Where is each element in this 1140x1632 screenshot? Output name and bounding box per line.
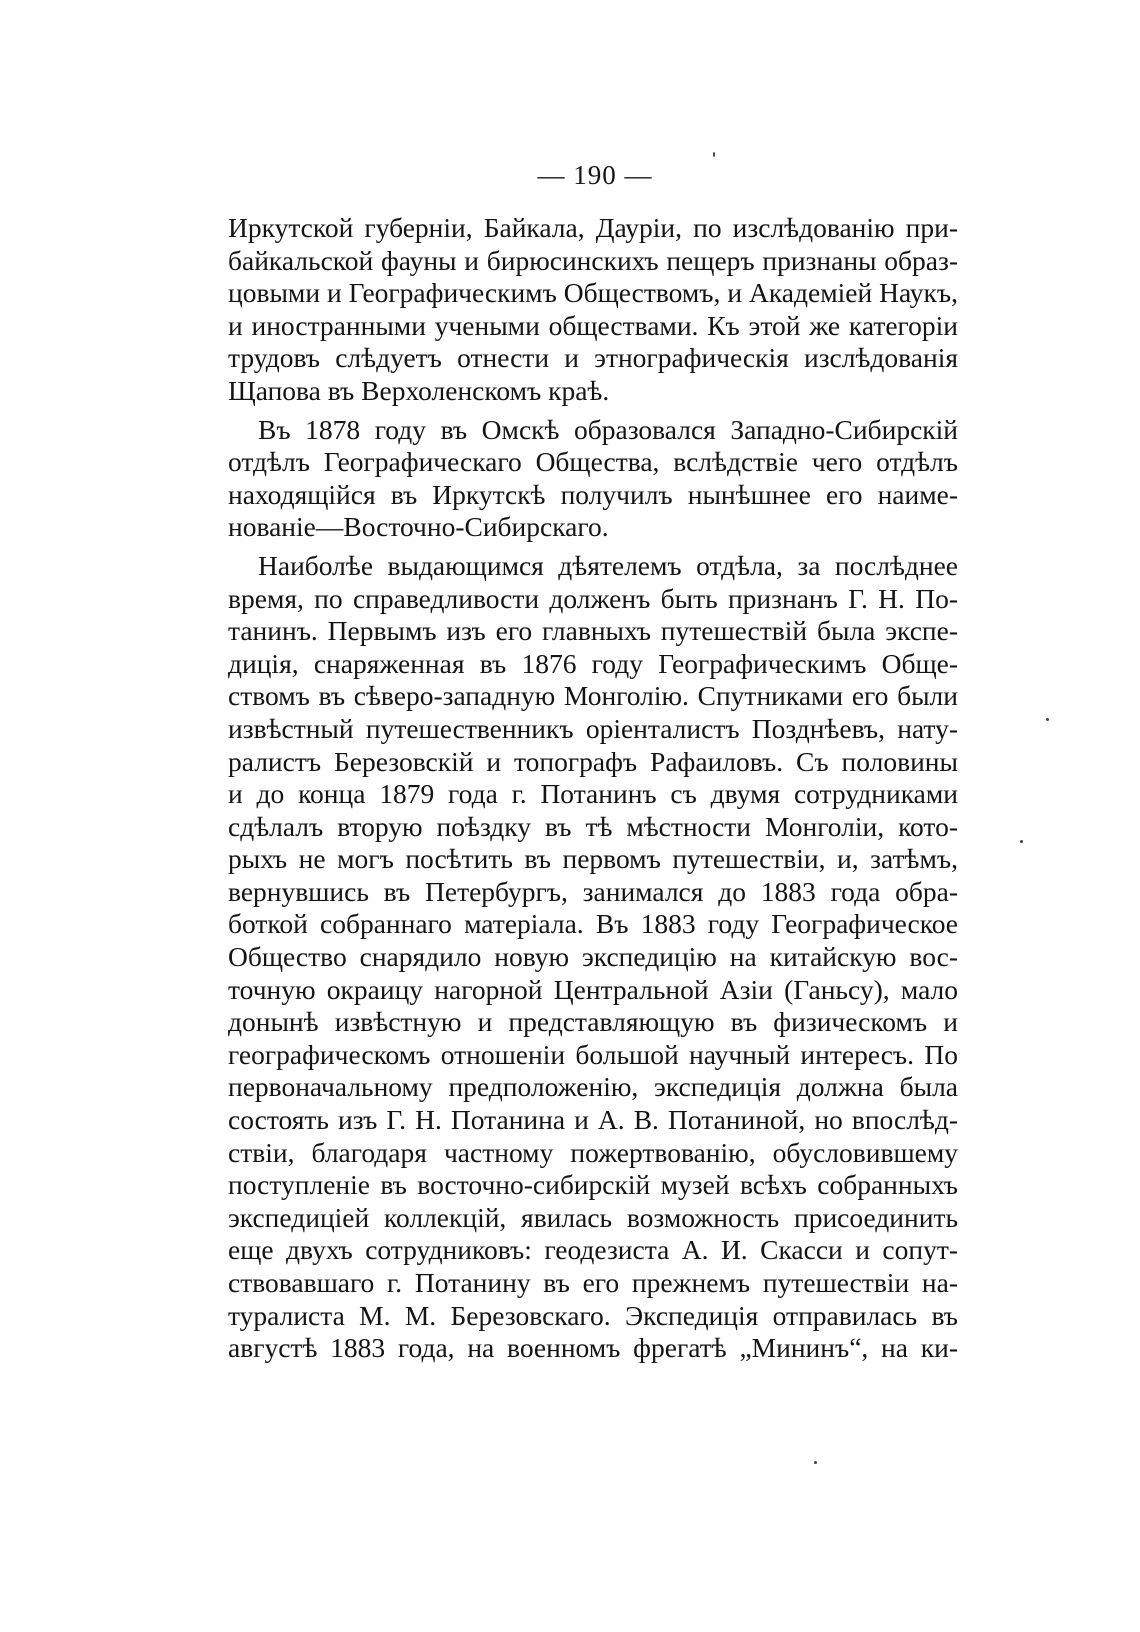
scan-speck xyxy=(713,152,715,157)
text-line: извѣстный путешественникъ оріенталистъ Позднѣевъ, нату- xyxy=(228,712,958,744)
text-line: состоять изъ Г. Н. Потанина и А. В. Потаниной, но впослѣд- xyxy=(228,1104,958,1136)
text-line: донынѣ извѣстную и представляющую въ физическомъ и xyxy=(228,1006,958,1038)
page-number: — 190 — xyxy=(537,160,653,190)
body-text xyxy=(228,212,958,1371)
text-line: ствовавшаго г. Потанину въ его прежнемъ путешествіи на- xyxy=(228,1267,958,1298)
text-line: августѣ 1883 года, на военномъ фрегатѣ „Mининъ“, на ки- xyxy=(228,1332,958,1364)
text-line: байкальской фауны и бирюсинскихъ пещеръ признаны образ- xyxy=(228,244,958,276)
text-line: ствомъ въ сѣверо-западную Монголію. Спутниками его были xyxy=(228,680,958,712)
text-line: Иркутской губерніи, Байкала, Дауріи, по изслѣдованію при- xyxy=(228,212,958,243)
text-line: первоначальному предположенію, экспедиція должна была xyxy=(228,1071,958,1103)
scan-speck xyxy=(1046,718,1049,721)
text-line: диція, снаряженная въ 1876 году Географическимъ Обще- xyxy=(228,647,958,679)
text-line: и иностранными учеными обществами. Къ этой же категоріи xyxy=(228,309,958,341)
text-line: и до конца 1879 года г. Потанинъ съ двумя сотрудниками xyxy=(228,778,958,810)
scan-speck xyxy=(814,1461,817,1464)
text-line: находящійся въ Иркутскѣ получилъ нынѣшнее его наиме- xyxy=(228,478,958,510)
text-line: танинъ. Первымъ изъ его главныхъ путешествій была экспе- xyxy=(228,615,958,647)
text-line: Общество снарядило новую экспедицію на китайскую вос- xyxy=(228,941,958,973)
paragraph-3 xyxy=(228,550,958,1365)
text-line: рыхъ не могъ посѣтить въ первомъ путешествіи, и, затѣмъ, xyxy=(228,843,958,875)
text-line: туралиста М. М. Березовскаго. Экспедиція отправилась въ xyxy=(228,1299,958,1331)
text-line: вернувшись въ Петербургъ, занимался до 1883 года обра- xyxy=(228,875,958,907)
text-line: отдѣлъ Географическаго Общества, вслѣдствіе чего отдѣлъ xyxy=(228,446,958,478)
text-line: Въ 1878 году въ Омскѣ образовался Западно-Сибирскій xyxy=(258,413,958,445)
scan-speck xyxy=(1020,840,1023,843)
text-line: цовыми и Географическимъ Обществомъ, и Академіей Наукъ, xyxy=(228,277,958,309)
text-line: ралистъ Березовскій и топографъ Рафаиловъ. Съ половины xyxy=(228,745,958,777)
paragraph-1 xyxy=(228,212,958,408)
text-line: Наиболѣе выдающимся дѣятелемъ отдѣла, за послѣднее xyxy=(258,549,958,581)
text-line: боткой собраннаго матеріала. Въ 1883 году Географическое xyxy=(228,908,958,940)
text-line: поступленіе въ восточно-сибирскій музей всѣхъ собранныхъ xyxy=(228,1169,958,1201)
text-line: сдѣлалъ вторую поѣздку въ тѣ мѣстности Монголіи, кото- xyxy=(228,810,958,842)
text-line: Щапова въ Верхоленскомъ краѣ. xyxy=(228,374,610,406)
text-line: экспедиціей коллекцій, явилась возможность присоединить xyxy=(228,1201,958,1233)
text-line: нованіе—Восточно-Сибирскаго. xyxy=(228,511,609,543)
text-line: еще двухъ сотрудниковъ: геодезиста А. И. Скасси и сопут- xyxy=(228,1234,958,1266)
text-line: ствіи, благодаря частному пожертвованію, обусловившему xyxy=(228,1136,958,1168)
text-line: точную окраицу нагорной Центральной Азіи (Ганьсу), мало xyxy=(228,973,958,1005)
text-line: трудовъ слѣдуетъ отнести и этнографическія изслѣдованія xyxy=(228,342,958,374)
text-line: время, по справедливости долженъ быть признанъ Г. Н. По- xyxy=(228,582,958,614)
paragraph-2 xyxy=(228,414,958,544)
text-line: географическомъ отношеніи большой научный интересъ. По xyxy=(228,1038,958,1070)
